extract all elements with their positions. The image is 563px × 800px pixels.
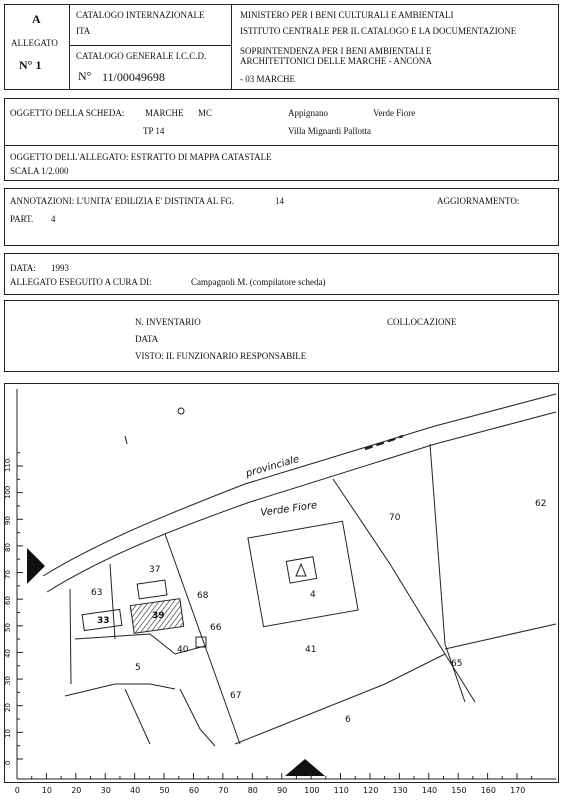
eseguito-label: ALLEGATO ESEGUITO A CURA DI: <box>10 277 152 287</box>
allegato-box <box>4 4 70 90</box>
parcel-37: 37 <box>149 565 161 575</box>
x-tick-label: 20 <box>71 786 82 795</box>
x-tick-label: 150 <box>451 786 467 795</box>
y-tick-label: 50 <box>4 622 12 632</box>
data-value: 1993 <box>51 263 69 273</box>
x-tick-label: 170 <box>510 786 526 795</box>
data-box <box>4 253 559 295</box>
ministero-box <box>231 4 559 90</box>
x-tick-label: 90 <box>277 786 288 795</box>
oggetto-allegato-scala: SCALA 1/2.000 <box>10 166 69 176</box>
parcel-65: 65 <box>451 659 463 669</box>
y-tick-label: 40 <box>4 649 12 659</box>
allegato-letter: A <box>32 12 41 26</box>
parcel-6: 6 <box>345 715 351 725</box>
annotazioni-foglio: 14 <box>275 196 284 206</box>
catalogo-box <box>69 4 232 90</box>
place-label: Verde Fiore <box>259 500 318 519</box>
oggetto-localita: Verde Fiore <box>373 108 416 118</box>
parcel-boundary-south <box>445 624 556 649</box>
y-axis <box>17 389 23 779</box>
visto-label: VISTO: IL FUNZIONARIO RESPONSABILE <box>135 351 307 361</box>
parcel-boundary-south2 <box>235 654 445 744</box>
mark-stroke <box>125 436 127 444</box>
x-tick-label: 160 <box>480 786 496 795</box>
y-tick-label: 0 <box>4 760 12 765</box>
soprintendenza-line2: ARCHITETTONICI DELLE MARCHE - ANCONA <box>240 56 432 66</box>
parcel-68: 68 <box>197 591 209 601</box>
oggetto-tipo: TP 14 <box>143 126 165 136</box>
numero-value: 11/00049698 <box>102 70 165 84</box>
part-value: 4 <box>51 214 56 224</box>
eseguito-value: Campagnoli M. (compilatore scheda) <box>191 277 326 287</box>
parcel-41: 41 <box>305 645 317 655</box>
parcel-5: 5 <box>135 663 141 673</box>
parcel-4-triangle <box>296 564 306 576</box>
y-tick-label: 100 <box>4 485 12 499</box>
data-inventario-label: DATA <box>135 334 159 344</box>
x-tick-label: 100 <box>304 786 320 795</box>
parcel-33: 33 <box>97 616 110 626</box>
cadastral-map <box>5 384 558 782</box>
n-inventario-label: N. INVENTARIO <box>135 317 201 327</box>
road-upper-edge <box>43 394 556 576</box>
y-tick-label: 110 <box>4 458 12 472</box>
parcel-70: 70 <box>389 513 401 523</box>
part-label: PART. <box>10 214 34 224</box>
x-tick-label: 0 <box>14 786 20 795</box>
parcel-boundary-low <box>65 684 175 696</box>
catalogo-int-value: ITA <box>76 26 91 36</box>
allegato-label: ALLEGATO <box>11 38 58 48</box>
catalogo-int-label: CATALOGO INTERNAZIONALE <box>76 10 205 20</box>
parcel-boundary-west <box>70 589 71 684</box>
oggetto-provincia: MC <box>198 108 213 118</box>
y-tick-label: 20 <box>4 702 12 712</box>
x-tick-label: 80 <box>247 786 258 795</box>
mark-circle <box>178 408 184 414</box>
data-label: DATA: <box>10 263 36 273</box>
oggetto-comune: Appignano <box>288 108 328 118</box>
parcel-66: 66 <box>210 623 222 633</box>
catalogo-gen-label: CATALOGO GENERALE I.C.C.D. <box>76 51 207 61</box>
y-tick-label: 90 <box>4 516 12 526</box>
bottom-pointer-triangle <box>285 759 325 776</box>
x-tick-label: 40 <box>130 786 141 795</box>
region-code: - 03 MARCHE <box>240 74 296 84</box>
parcel-boundary-drive <box>110 564 115 639</box>
road-label: provinciale <box>244 453 301 480</box>
x-tick-label: 70 <box>218 786 229 795</box>
y-tick-label: 80 <box>4 542 12 552</box>
y-tick-label: 10 <box>4 729 12 739</box>
oggetto-regione: MARCHE <box>145 108 184 118</box>
annotazioni-label: ANNOTAZIONI: L'UNITA' EDILIZIA E' DISTINTA AL FG. <box>10 196 235 206</box>
parcel-boundary-vertical <box>165 534 240 744</box>
x-tick-label: 30 <box>100 786 111 795</box>
cadastral-map-frame <box>4 383 559 795</box>
parcel-67: 67 <box>230 691 242 701</box>
parcel-39: 39 <box>152 611 165 621</box>
x-tick-label: 110 <box>333 786 349 795</box>
numero-label: N° <box>78 69 92 83</box>
parcel-63: 63 <box>91 588 103 598</box>
soprintendenza-line1: SOPRINTENDENZA PER I BENI AMBIENTALI E <box>240 46 432 56</box>
allegato-number: N° 1 <box>19 58 42 72</box>
parcel-62: 62 <box>535 499 547 509</box>
parcel-4-outer <box>248 521 358 626</box>
parcel-boundary-inner <box>125 689 150 744</box>
y-tick-label: 70 <box>4 569 12 579</box>
ministero-text: MINISTERO PER I BENI CULTURALI E AMBIENTALI <box>240 10 454 20</box>
x-tick-label: 130 <box>392 786 408 795</box>
oggetto-allegato-box <box>4 145 559 181</box>
x-tick-label: 60 <box>188 786 200 795</box>
left-pointer-triangle <box>27 548 45 584</box>
aggiornamento-label: AGGIORNAMENTO: <box>437 196 520 206</box>
istituto-text: ISTITUTO CENTRALE PER IL CATALOGO E LA DOCUMENTAZIONE <box>240 26 517 36</box>
oggetto-scheda-label: OGGETTO DELLA SCHEDA: <box>10 108 125 118</box>
oggetto-allegato-line1: OGGETTO DELL'ALLEGATO: ESTRATTO DI MAPPA CATASTALE <box>10 152 272 162</box>
x-tick-label: 140 <box>421 786 438 795</box>
parcel-4: 4 <box>310 590 316 600</box>
x-tick-label: 10 <box>41 786 52 795</box>
oggetto-scheda-box <box>4 98 559 146</box>
parcel-boundary-sw <box>180 689 215 746</box>
x-tick-label: 50 <box>159 786 170 795</box>
y-tick-label: 60 <box>4 596 12 606</box>
annotazioni-box <box>4 188 559 246</box>
oggetto-denominazione: Villa Mignardi Pallotta <box>288 126 371 136</box>
parcel-40: 40 <box>177 645 189 655</box>
y-tick-label: 30 <box>4 676 12 686</box>
inventario-box <box>4 300 559 372</box>
parcel-4-building <box>286 557 316 583</box>
collocazione-label: COLLOCAZIONE <box>387 317 457 327</box>
x-tick-label: 120 <box>363 786 379 795</box>
building-37 <box>137 580 167 599</box>
